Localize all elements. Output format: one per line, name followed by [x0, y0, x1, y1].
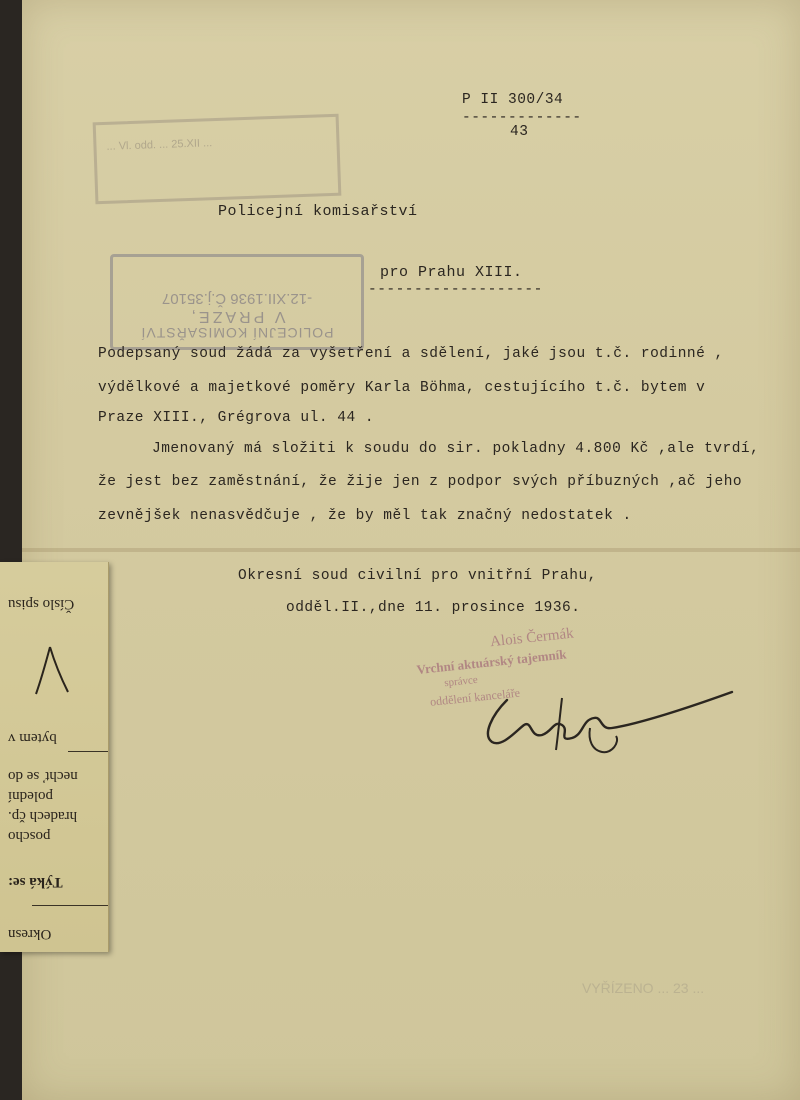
- faded-receipt-stamp: [93, 114, 342, 205]
- paper-fold-line: [22, 548, 800, 552]
- court-name: Okresní soud civilní pro vnitřní Prahu,: [238, 568, 597, 584]
- faded-bottom-stamp: [582, 980, 800, 1080]
- card-rule: [68, 751, 108, 752]
- body-line-4: Jmenovaný má složiti k soudu do sir. pokladny 4.800 Kč ,ale tvrdí,: [152, 441, 760, 457]
- card-row-necht: nechť se do: [8, 768, 78, 784]
- body-line-2: výdělkové a majetkové poměry Karla Böhma, cestujícího t.č. bytem v: [98, 380, 706, 396]
- card-row-cislo-spisu: Číslo spisu: [8, 596, 75, 612]
- card-row-poledni: polední: [8, 788, 53, 804]
- police-stamp-line1: POLICEJNÍ KOMISAŘSTVÍ: [140, 325, 334, 341]
- card-row-tyka-se: Týká se:: [8, 874, 63, 890]
- police-commissariat-stamp: [110, 254, 364, 350]
- file-reference: P II 300/34: [462, 92, 564, 108]
- police-stamp-line2: V PRAZE,: [188, 308, 286, 325]
- body-line-5: že jest bez zaměstnání, že žije jen z podpor svých příbuzných ,ač jeho: [98, 474, 743, 490]
- card-row-hradech: hradech čp.: [8, 808, 78, 824]
- filing-card-inverted: [0, 562, 108, 952]
- body-line-6: zevnějšek nenasvědčuje , že by měl tak značný nedostatek .: [98, 508, 632, 524]
- official-name: Alois Čermák: [489, 625, 575, 651]
- recipient-underline: -------------------: [368, 282, 543, 298]
- faded-stamp-text: ... Vl. odd. ... 25.XII ...: [106, 137, 213, 153]
- filing-card-overlay: [0, 562, 109, 952]
- body-line-1: Podepsaný soud žádá za vyšetření a sdělení, jaké jsou t.č. rodinné ,: [98, 346, 724, 362]
- official-dept: oddělení kanceláře: [429, 685, 521, 709]
- body-line-3: Praze XIII., Grégrova ul. 44 .: [98, 410, 375, 426]
- faded-bottom-stamp-text: VYŘÍZENO ... 23 ...: [582, 980, 705, 996]
- handwritten-signature: [462, 680, 742, 770]
- card-rule: [32, 905, 108, 906]
- page-number: 43: [510, 124, 529, 140]
- handwritten-mark: [28, 642, 78, 702]
- police-stamp-line3: -12.XII.1936 Č.j.35107: [161, 290, 313, 307]
- recipient-office: Policejní komisařství: [218, 203, 418, 220]
- card-row-bytem: bytem v: [8, 730, 57, 746]
- document-sheet: [22, 0, 800, 1100]
- recipient-city: pro Prahu XIII.: [380, 264, 523, 281]
- court-date: odděl.II.,dne 11. prosince 1936.: [286, 600, 581, 616]
- card-row-okresn: Okresn: [8, 926, 52, 942]
- official-role: správce: [443, 673, 479, 690]
- card-row-poschodi: poscho: [8, 828, 51, 844]
- official-title: Vrchní aktuárský tajemník: [415, 646, 568, 678]
- reference-underline: -------------: [462, 110, 582, 126]
